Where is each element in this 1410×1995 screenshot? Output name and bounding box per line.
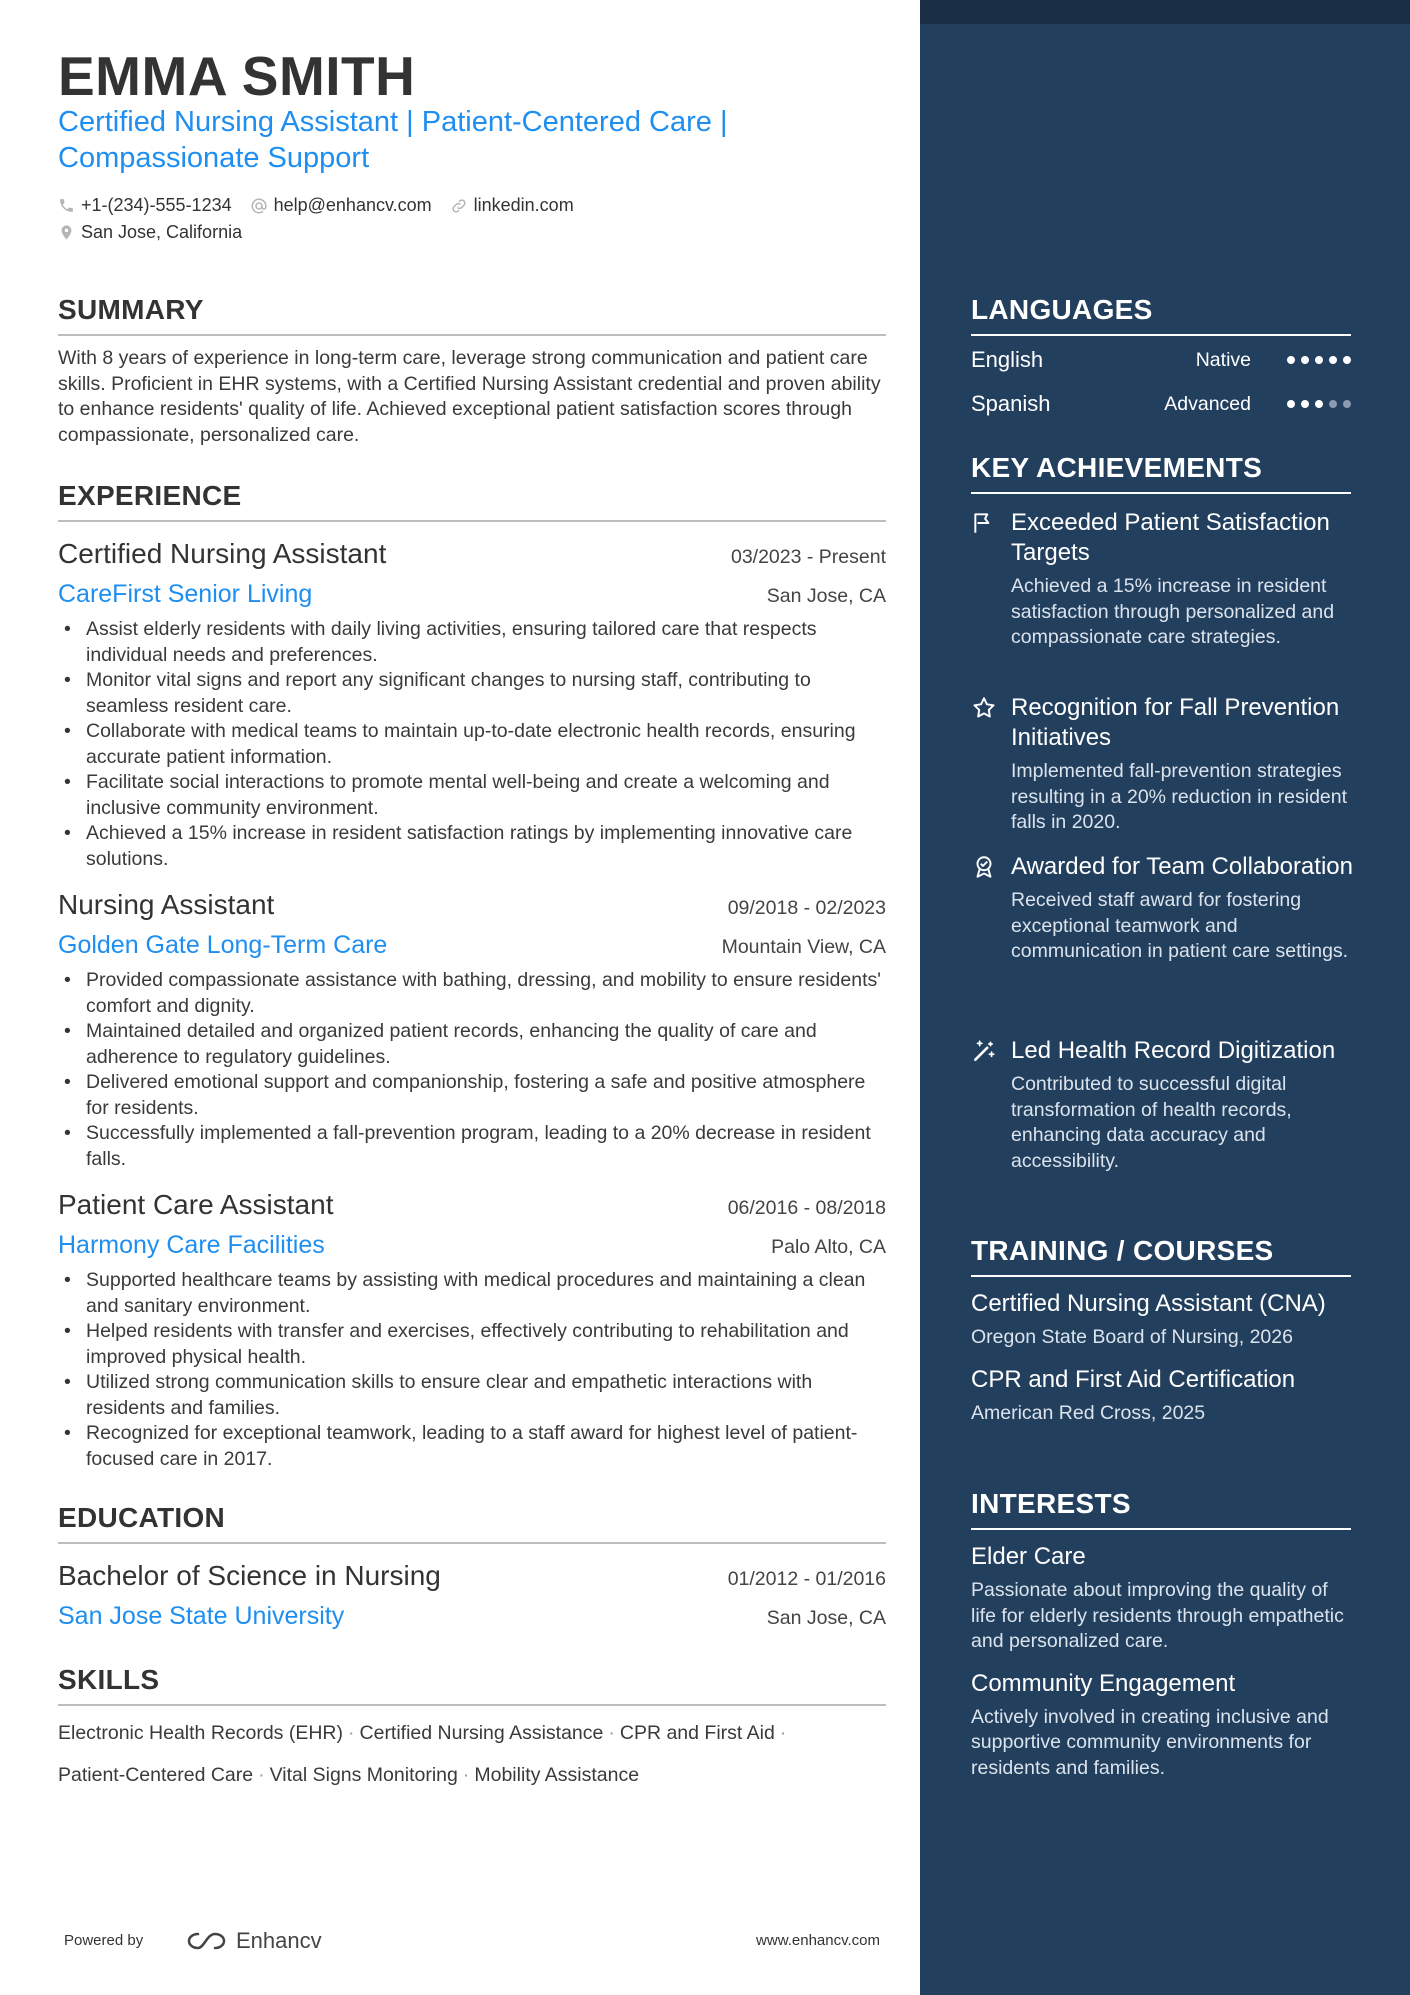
language-level: Advanced [1164, 392, 1251, 415]
bullet-item: • Delivered emotional support and companionship, fostering a safe and positive atmosphere for residents. [58, 1070, 886, 1121]
course-provider: Oregon State Board of Nursing, 2026 [971, 1326, 1293, 1348]
skill-item: Mobility Assistance [474, 1764, 640, 1786]
achievement-item [971, 508, 1361, 651]
interest-title: Elder Care [971, 1543, 1086, 1570]
language-name: English [971, 347, 1044, 372]
achievement-title: Led Health Record Digitization [1011, 1037, 1336, 1064]
education-location: San Jose, CA [766, 1607, 886, 1629]
enhancv-logo-icon [184, 1929, 230, 1953]
education-section [58, 1502, 886, 1544]
interest-item [971, 1669, 1351, 1782]
company-name: Harmony Care Facilities [58, 1231, 325, 1259]
language-item [971, 382, 1351, 426]
achievement-desc: Received staff award for fostering exceptional teamwork and communication in patient care settings. [1011, 889, 1349, 962]
experience-section [58, 480, 886, 522]
company-name: CareFirst Senior Living [58, 580, 313, 608]
achievements-section [971, 452, 1351, 494]
email-text: help@enhancv.com [273, 195, 432, 215]
achievement-title: Exceeded Patient Satisfaction Targets [1011, 509, 1330, 566]
location-text: San Jose, California [81, 222, 243, 242]
bullet-item: • Facilitate social interactions to promote mental well-being and create a welcoming and inclusive community environment. [58, 770, 886, 821]
bullet-item: • Recognized for exceptional teamwork, leading to a staff award for highest level of patient-focused care in 2017. [58, 1421, 886, 1472]
job-dates: 09/2018 - 02/2023 [727, 897, 886, 919]
powered-by-label: Powered by [64, 1932, 144, 1949]
skills-list: Electronic Health Records (EHR) · Certified Nursing Assistance · CPR and First Aid · Patient-Centered Care · Vital Signs Monitoring · Mobility Assistance [58, 1722, 787, 1786]
achievement-item [971, 1036, 1361, 1174]
bullet-item: • Successfully implemented a fall-prevention program, leading to a 20% decrease in resident falls. [58, 1121, 886, 1172]
location-pin-icon [58, 223, 75, 242]
summary-heading: SUMMARY [58, 294, 886, 336]
proficiency-dots [1281, 400, 1351, 408]
job-location: San Jose, CA [766, 585, 886, 607]
award-icon [971, 854, 997, 880]
interest-title: Community Engagement [971, 1669, 1236, 1697]
candidate-name: EMMA SMITH [58, 45, 416, 107]
linkedin-contact[interactable] [450, 195, 574, 216]
at-icon [250, 197, 268, 215]
bullet-item: • Achieved a 15% increase in resident satisfaction ratings by implementing innovative care solutions. [58, 821, 886, 872]
skill-item: Certified Nursing Assistance [359, 1722, 604, 1744]
achievement-desc: Achieved a 15% increase in resident satisfaction through personalized and compassionate care strategies. [1011, 575, 1335, 648]
course-title: Certified Nursing Assistant (CNA) [971, 1290, 1326, 1317]
job-entry [58, 538, 886, 872]
phone-icon [58, 197, 75, 214]
course-provider: American Red Cross, 2025 [971, 1401, 1206, 1424]
bullet-item: • Maintained detailed and organized patient records, enhancing the quality of care and adherence to regulatory guidelines. [58, 1019, 886, 1070]
bullet-item: • Monitor vital signs and report any significant changes to nursing staff, contributing to seamless resident care. [58, 668, 886, 719]
job-title: Patient Care Assistant [58, 1189, 334, 1220]
sidebar [920, 0, 1410, 1995]
education-heading: EDUCATION [58, 1502, 886, 1544]
contact-info [58, 192, 878, 246]
course-item [971, 1289, 1351, 1351]
skills-section [58, 1664, 886, 1796]
brand-logo[interactable] [184, 1928, 322, 1954]
footer [64, 1928, 880, 1960]
sidebar-top-band [920, 0, 1410, 24]
bullet-item: • Helped residents with transfer and exercises, effectively contributing to rehabilitation and improved physical health. [58, 1319, 886, 1370]
job-bullets [58, 617, 886, 872]
linkedin-text: linkedin.com [473, 195, 574, 215]
summary-text: With 8 years of experience in long-term care, leverage strong communication and patient care skills. Proficient in EHR systems, with a Certified Nursing Assistant credential and proven ability to enhance residents' quality of life. Achieved exceptional patient satisfaction scores through compassionate, personalized care. [58, 347, 881, 446]
bullet-item: • Supported healthcare teams by assisting with medical procedures and maintaining a clean and sanitary environment. [58, 1268, 886, 1319]
language-name: Spanish [971, 391, 1051, 416]
job-bullets [58, 968, 886, 1172]
brand-name: Enhancv [236, 1928, 322, 1953]
skill-item: CPR and First Aid [619, 1722, 775, 1744]
job-title: Nursing Assistant [58, 889, 275, 920]
headline: Certified Nursing Assistant | Patient-Centered Care | Compassionate Support [58, 106, 728, 174]
achievement-title: Awarded for Team Collaboration [1011, 853, 1353, 880]
flag-icon [971, 510, 997, 536]
job-location: Palo Alto, CA [771, 1236, 886, 1258]
degree-title: Bachelor of Science in Nursing [58, 1560, 441, 1591]
bullet-item: • Provided compassionate assistance with bathing, dressing, and mobility to ensure residents' comfort and dignity. [58, 968, 886, 1019]
magic-wand-icon [971, 1038, 997, 1064]
proficiency-dots [1281, 356, 1351, 364]
training-heading: TRAINING / COURSES [971, 1235, 1351, 1277]
star-icon [971, 695, 997, 721]
job-location: Mountain View, CA [721, 936, 886, 958]
website-link[interactable]: www.enhancv.com [756, 1932, 880, 1949]
school-name: San Jose State University [58, 1602, 345, 1630]
job-bullets [58, 1268, 886, 1472]
location-contact [58, 222, 242, 243]
job-entry [58, 1189, 886, 1472]
company-name: Golden Gate Long-Term Care [58, 931, 388, 959]
language-item [971, 338, 1351, 382]
bullet-item: • Utilized strong communication skills to ensure clear and empathetic interactions with residents and families. [58, 1370, 886, 1421]
bullet-item: • Collaborate with medical teams to maintain up-to-date electronic health records, ensuring accurate patient information. [58, 719, 886, 770]
education-entry [58, 1560, 886, 1631]
job-dates: 03/2023 - Present [730, 546, 886, 568]
interest-item [971, 1542, 1351, 1655]
bullet-item: • Assist elderly residents with daily living activities, ensuring tailored care that respects individual needs and preferences. [58, 617, 886, 668]
job-dates: 06/2016 - 08/2018 [727, 1197, 886, 1219]
course-title: CPR and First Aid Certification [971, 1365, 1296, 1393]
job-entry [58, 889, 886, 1172]
interest-desc: Actively involved in creating inclusive and supportive community environments for residents and families. [971, 1705, 1329, 1779]
summary-section [58, 294, 886, 448]
phone-text: +1-(234)-555-1234 [81, 195, 232, 215]
achievement-item [971, 852, 1361, 965]
experience-heading: EXPERIENCE [58, 480, 886, 522]
skill-item: Electronic Health Records (EHR) [58, 1722, 344, 1744]
email-contact[interactable] [250, 195, 432, 216]
interests-section [971, 1488, 1351, 1781]
training-section [971, 1235, 1351, 1426]
languages-section [971, 294, 1351, 426]
achievements-heading: KEY ACHIEVEMENTS [971, 452, 1351, 494]
interest-desc: Passionate about improving the quality of life for elderly residents through empathetic and personalized care. [971, 1579, 1344, 1652]
interests-heading: INTERESTS [971, 1488, 1351, 1530]
education-dates: 01/2012 - 01/2016 [727, 1568, 886, 1590]
skills-heading: SKILLS [58, 1664, 886, 1706]
phone-contact[interactable] [58, 195, 232, 216]
link-icon [450, 197, 468, 215]
achievement-desc: Implemented fall-prevention strategies resulting in a 20% reduction in resident falls in 2020. [1011, 760, 1348, 833]
skill-item: Vital Signs Monitoring [269, 1764, 458, 1786]
achievement-desc: Contributed to successful digital transformation of health records, enhancing data accuracy and accessibility. [1011, 1073, 1292, 1172]
language-level: Native [1195, 348, 1251, 371]
skill-item: Patient-Centered Care [58, 1764, 254, 1786]
course-item [971, 1365, 1351, 1427]
achievement-title: Recognition for Fall Prevention Initiatives [1011, 694, 1340, 751]
languages-heading: LANGUAGES [971, 294, 1351, 336]
achievement-item [971, 693, 1361, 836]
job-title: Certified Nursing Assistant [58, 538, 387, 569]
